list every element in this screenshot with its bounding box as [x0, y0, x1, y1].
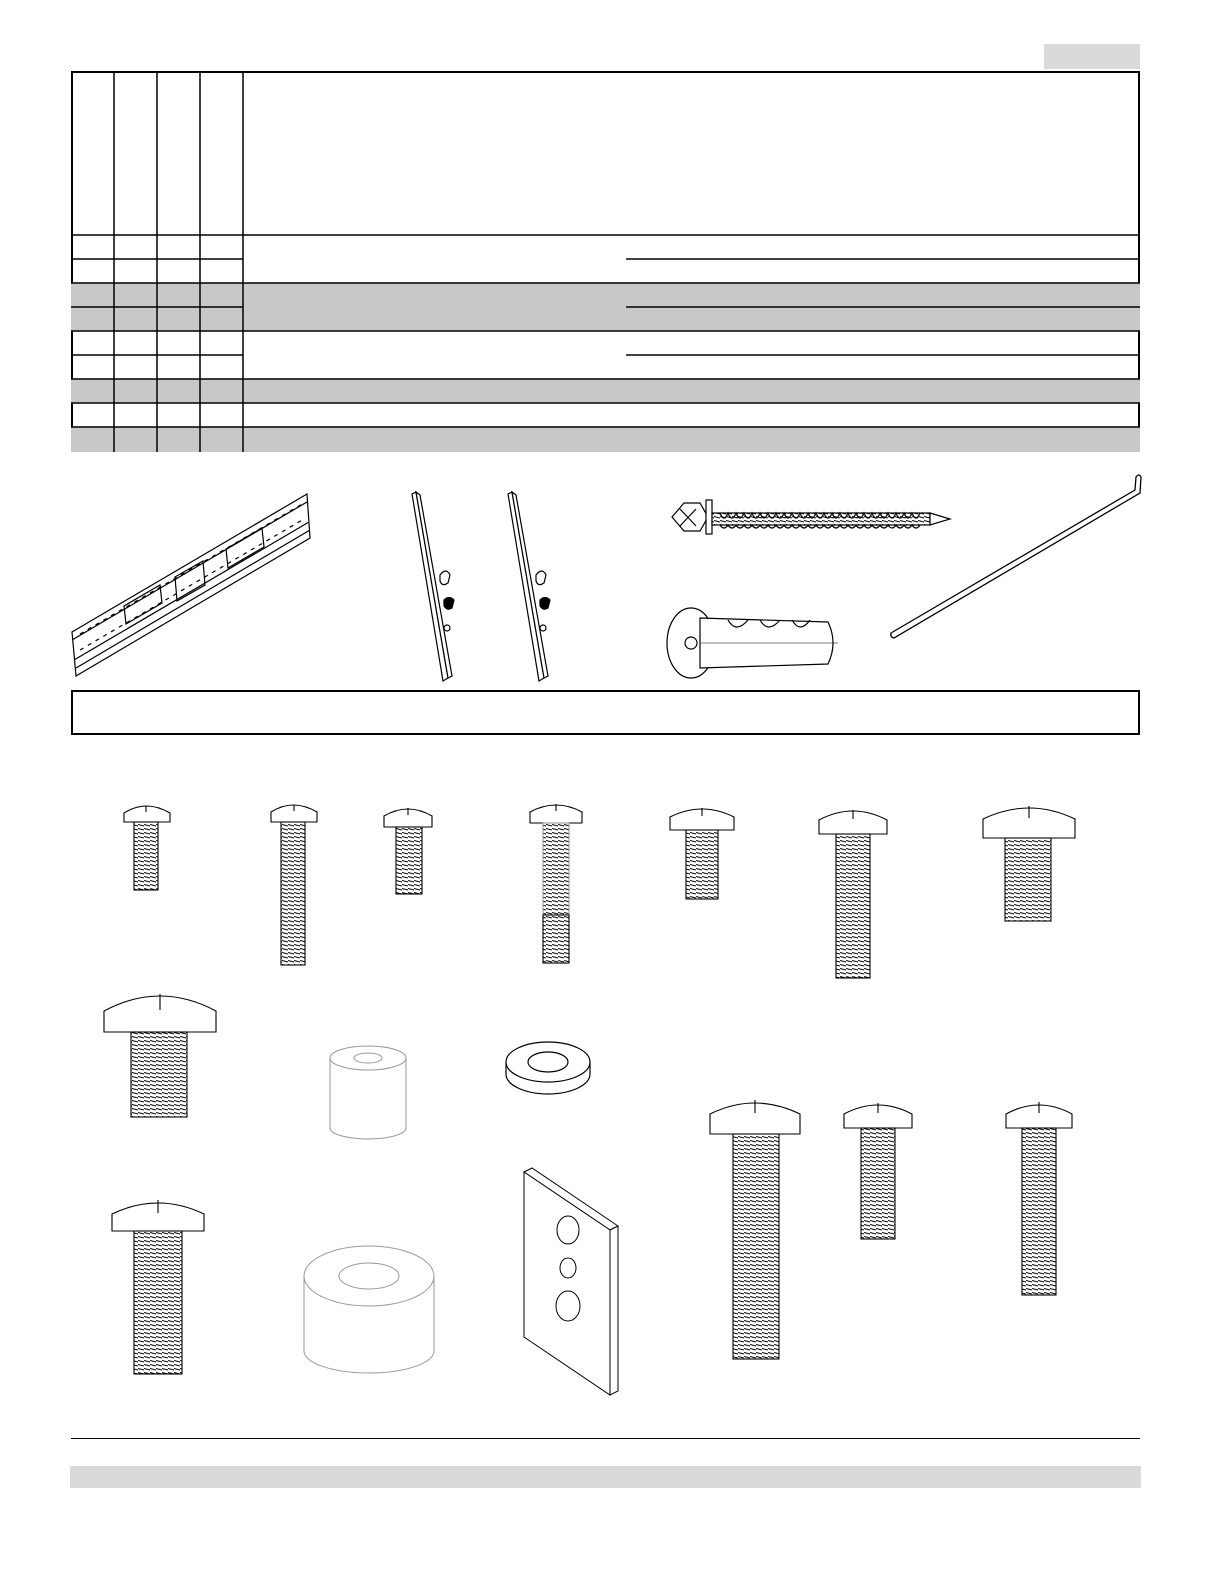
machine-screw-icon: [530, 804, 582, 963]
table-grid: [71, 71, 1140, 452]
table-row-shaded: [71, 379, 1140, 403]
machine-screw-icon: [670, 808, 734, 899]
spacer-icon: [330, 1046, 406, 1139]
footer-divider: [71, 1438, 1140, 1439]
table-row-shaded: [71, 427, 1140, 452]
tv-bracket-icon: [508, 492, 550, 681]
machine-screw-icon: [983, 806, 1075, 921]
lag-bolt-icon: [672, 500, 950, 534]
wall-plate-icon: [72, 494, 310, 676]
allen-wrench-icon: [891, 475, 1141, 638]
adapter-plate-icon: [524, 1168, 618, 1395]
tv-bracket-icon: [412, 492, 454, 681]
machine-screw-icon: [384, 808, 432, 894]
washer-icon: [506, 1042, 590, 1094]
spacer-icon: [304, 1246, 434, 1373]
machine-screw-icon: [124, 806, 170, 890]
wall-anchor-icon: [667, 608, 838, 678]
machine-screw-icon: [271, 805, 317, 965]
machine-screw-icon: [710, 1100, 800, 1359]
machine-screw-icon: [844, 1103, 912, 1239]
machine-screw-icon: [819, 810, 887, 978]
machine-screw-icon: [112, 1200, 204, 1374]
machine-screw-icon: [1006, 1102, 1072, 1295]
machine-screw-icon: [104, 994, 216, 1117]
footer-bar: [70, 1466, 1141, 1488]
